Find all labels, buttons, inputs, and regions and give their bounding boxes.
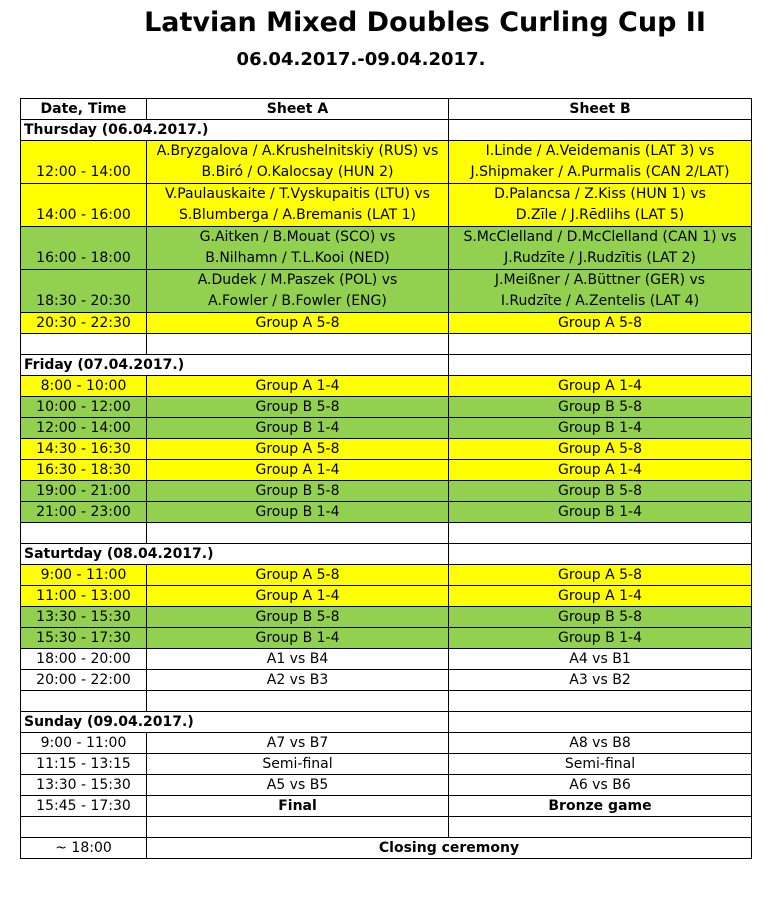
sheet-a-cell: A1 vs B4: [147, 649, 449, 670]
match-row: [21, 184, 752, 227]
header-date-time: Date, Time: [21, 99, 147, 120]
sheet-b-cell: A6 vs B6: [449, 775, 752, 796]
team-line: J.Meißner / A.Büttner (GER) vs: [494, 272, 706, 288]
sheet-a-cell: Group A 1-4: [147, 376, 449, 397]
sheet-a-cell: A5 vs B5: [147, 775, 449, 796]
slot-row: [21, 775, 752, 796]
team-line: A.Fowler / B.Fowler (ENG): [208, 293, 387, 309]
sheet-a-cell: Group B 1-4: [147, 418, 449, 439]
sheet-a-cell: [147, 270, 449, 313]
slot-row: [21, 670, 752, 691]
team-line: I.Linde / A.Veidemanis (LAT 3) vs: [485, 143, 715, 159]
schedule-table: [20, 98, 752, 859]
sheet-b-cell: Group A 1-4: [449, 460, 752, 481]
empty-cell: [147, 334, 449, 355]
closing-row: [21, 838, 752, 859]
slot-row: [21, 607, 752, 628]
final-cell: Final: [147, 796, 449, 817]
slot-row: [21, 586, 752, 607]
empty-cell: [449, 355, 752, 376]
day-label: Sunday (09.04.2017.): [21, 712, 449, 733]
time-cell: 20:00 - 22:00: [21, 670, 147, 691]
time-cell: 8:00 - 10:00: [21, 376, 147, 397]
spacer-row: [21, 691, 752, 712]
empty-cell: [21, 334, 147, 355]
sheet-b-cell: Group A 5-8: [449, 439, 752, 460]
slot-row: [21, 439, 752, 460]
slot-row: [21, 733, 752, 754]
time-cell: 12:00 - 14:00: [21, 141, 147, 184]
empty-cell: [449, 334, 752, 355]
sheet-a-cell: [147, 227, 449, 270]
team-line: V.Paulauskaite / T.Vyskupaitis (LTU) vs: [165, 186, 430, 202]
bronze-game-cell: Bronze game: [449, 796, 752, 817]
slot-row: [21, 418, 752, 439]
sheet-a-cell: Group B 5-8: [147, 481, 449, 502]
sheet-a-cell: Group A 1-4: [147, 586, 449, 607]
day-row-sunday: [21, 712, 752, 733]
day-row-saturday: [21, 544, 752, 565]
spacer-row: [21, 334, 752, 355]
header-sheet-b: Sheet B: [449, 99, 752, 120]
sheet-b-cell: Group B 5-8: [449, 607, 752, 628]
sheet-b-cell: Group B 1-4: [449, 502, 752, 523]
time-cell: 20:30 - 22:30: [21, 313, 147, 334]
team-line: B.Nilhamn / T.L.Kooi (NED): [205, 250, 390, 266]
day-row-thursday: [21, 120, 752, 141]
sheet-a-cell: Semi-final: [147, 754, 449, 775]
sheet-a-cell: A2 vs B3: [147, 670, 449, 691]
header-row: [21, 99, 752, 120]
header-sheet-a: Sheet A: [147, 99, 449, 120]
time-cell: 18:30 - 20:30: [21, 270, 147, 313]
team-line: D.Palancsa / Z.Kiss (HUN 1) vs: [494, 186, 706, 202]
team-line: A.Bryzgalova / A.Krushelnitskiy (RUS) vs: [156, 143, 439, 159]
team-line: G.Aitken / B.Mouat (SCO) vs: [199, 229, 396, 245]
time-cell: 10:00 - 12:00: [21, 397, 147, 418]
team-line: S.Blumberga / A.Bremanis (LAT 1): [178, 207, 417, 223]
time-cell: 13:30 - 15:30: [21, 607, 147, 628]
slot-row: [21, 754, 752, 775]
slot-row: [21, 397, 752, 418]
sheet-b-cell: Group B 1-4: [449, 628, 752, 649]
time-cell: 14:30 - 16:30: [21, 439, 147, 460]
sheet-a-cell: Group B 5-8: [147, 397, 449, 418]
time-cell: 13:30 - 15:30: [21, 775, 147, 796]
time-cell: 11:00 - 13:00: [21, 586, 147, 607]
time-cell: 21:00 - 23:00: [21, 502, 147, 523]
team-line: B.Biró / O.Kalocsay (HUN 2): [201, 164, 394, 180]
slot-row: [21, 376, 752, 397]
time-cell: 11:15 - 13:15: [21, 754, 147, 775]
slot-row: [21, 796, 752, 817]
empty-cell: [147, 523, 449, 544]
sheet-a-cell: [147, 141, 449, 184]
sheet-b-cell: A8 vs B8: [449, 733, 752, 754]
sheet-b-cell: A4 vs B1: [449, 649, 752, 670]
sheet-a-cell: Group A 5-8: [147, 565, 449, 586]
time-cell: 12:00 - 14:00: [21, 418, 147, 439]
sheet-b-cell: [449, 227, 752, 270]
day-label: Saturtday (08.04.2017.): [21, 544, 449, 565]
sheet-b-cell: Group A 1-4: [449, 586, 752, 607]
sheet-b-cell: [449, 270, 752, 313]
sheet-a-cell: [147, 184, 449, 227]
team-line: A.Dudek / M.Paszek (POL) vs: [197, 272, 398, 288]
sheet-b-cell: A3 vs B2: [449, 670, 752, 691]
slot-row: [21, 565, 752, 586]
empty-cell: [449, 712, 752, 733]
sheet-b-cell: Group B 1-4: [449, 418, 752, 439]
slot-row: [21, 649, 752, 670]
sheet-b-cell: Group A 1-4: [449, 376, 752, 397]
sheet-a-cell: Group A 1-4: [147, 460, 449, 481]
empty-cell: [147, 691, 449, 712]
time-cell: 15:45 - 17:30: [21, 796, 147, 817]
event-dates: 06.04.2017.-09.04.2017.: [236, 49, 486, 70]
spacer-row: [21, 523, 752, 544]
sheet-a-cell: Group B 1-4: [147, 628, 449, 649]
team-line: S.McClelland / D.McClelland (CAN 1) vs: [463, 229, 737, 245]
sheet-a-cell: Group A 5-8: [147, 313, 449, 334]
day-label: Thursday (06.04.2017.): [21, 120, 449, 141]
empty-cell: [21, 523, 147, 544]
day-row-friday: [21, 355, 752, 376]
slot-row: [21, 313, 752, 334]
team-line: J.Rudzīte / J.Rudzītis (LAT 2): [504, 250, 696, 266]
match-row: [21, 227, 752, 270]
time-cell: 18:00 - 20:00: [21, 649, 147, 670]
time-cell: ~ 18:00: [21, 838, 147, 859]
slot-row: [21, 628, 752, 649]
slot-row: [21, 460, 752, 481]
sheet-b-cell: Group B 5-8: [449, 397, 752, 418]
sheet-b-cell: Group A 5-8: [449, 565, 752, 586]
time-cell: 16:00 - 18:00: [21, 227, 147, 270]
team-line: D.Zīle / J.Rēdlihs (LAT 5): [515, 207, 685, 223]
empty-cell: [449, 817, 752, 838]
sheet-a-cell: A7 vs B7: [147, 733, 449, 754]
match-row: [21, 270, 752, 313]
time-cell: 19:00 - 21:00: [21, 481, 147, 502]
slot-row: [21, 502, 752, 523]
sheet-a-cell: Group B 5-8: [147, 607, 449, 628]
empty-cell: [449, 523, 752, 544]
sheet-b-cell: [449, 184, 752, 227]
sheet-b-cell: Semi-final: [449, 754, 752, 775]
sheet-b-cell: Group B 5-8: [449, 481, 752, 502]
time-cell: 15:30 - 17:30: [21, 628, 147, 649]
time-cell: 14:00 - 16:00: [21, 184, 147, 227]
empty-cell: [449, 544, 752, 565]
empty-cell: [21, 691, 147, 712]
sheet-b-cell: [449, 141, 752, 184]
sheet-a-cell: Group A 5-8: [147, 439, 449, 460]
team-line: J.Shipmaker / A.Purmalis (CAN 2/LAT): [470, 164, 730, 180]
day-label: Friday (07.04.2017.): [21, 355, 449, 376]
empty-cell: [449, 120, 752, 141]
page-title: Latvian Mixed Doubles Curling Cup II: [144, 7, 706, 38]
time-cell: 9:00 - 11:00: [21, 733, 147, 754]
sheet-a-cell: Group B 1-4: [147, 502, 449, 523]
sheet-b-cell: Group A 5-8: [449, 313, 752, 334]
spacer-row: [21, 817, 752, 838]
empty-cell: [147, 817, 449, 838]
time-cell: 9:00 - 11:00: [21, 565, 147, 586]
slot-row: [21, 481, 752, 502]
time-cell: 16:30 - 18:30: [21, 460, 147, 481]
closing-ceremony-cell: Closing ceremony: [147, 838, 752, 859]
match-row: [21, 141, 752, 184]
empty-cell: [21, 817, 147, 838]
empty-cell: [449, 691, 752, 712]
team-line: I.Rudzīte / A.Zentelis (LAT 4): [500, 293, 700, 309]
